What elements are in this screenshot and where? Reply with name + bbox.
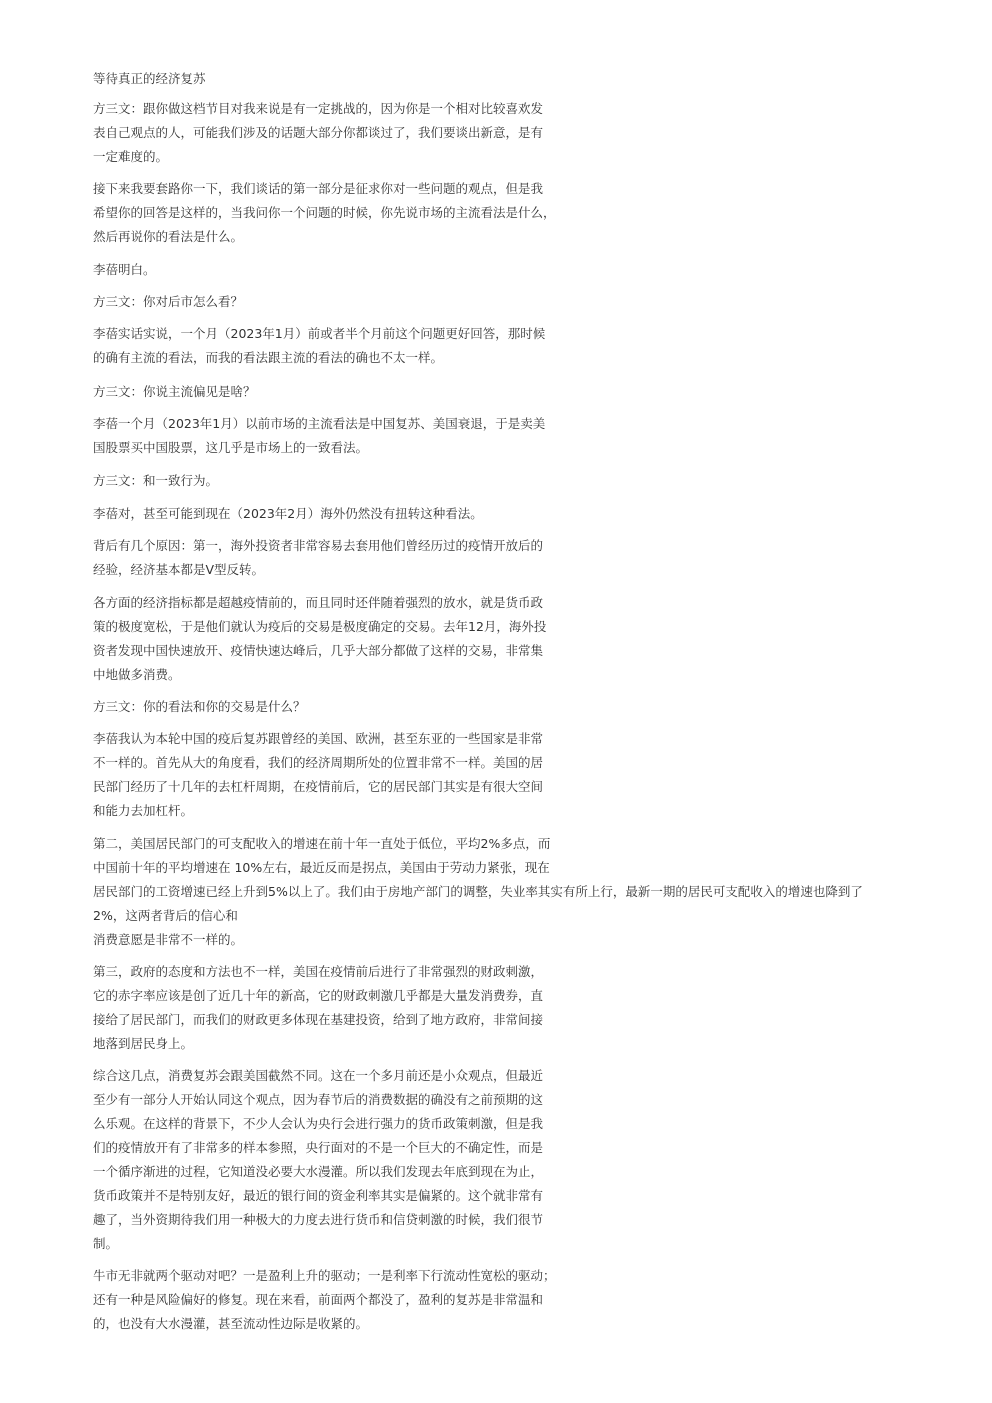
paragraph-line: 方三文：和一致行为。 — [93, 473, 219, 488]
paragraph-line: 经验，经济基本都是V型反转。 — [93, 562, 265, 577]
paragraph-line: 一个循序渐进的过程，它知道没必要大水漫灌。所以我们发现去年底到现在为止， — [93, 1164, 544, 1179]
paragraph-line: 李蓓明白。 — [93, 262, 156, 277]
paragraph-line: 第三，政府的态度和方法也不一样，美国在疫情前后进行了非常强烈的财政刺激， — [93, 964, 544, 979]
paragraph-line: 么乐观。在这样的背景下，不少人会认为央行会进行强力的货币政策刺激，但是我 — [93, 1116, 544, 1131]
paragraph-line: 还有一种是风险偏好的修复。现在来看，前面两个都没了，盈利的复苏是非常温和 — [93, 1292, 544, 1307]
paragraph-line: 民部门经历了十几年的去杠杆周期，在疫情前后，它的居民部门其实是有很大空间 — [93, 779, 544, 794]
paragraph-line: 2%，这两者背后的信心和 — [93, 908, 238, 923]
paragraph-line: 趣了，当外资期待我们用一种极大的力度去进行货币和信贷刺激的时候，我们很节 — [93, 1212, 544, 1227]
paragraph-line: 背后有几个原因：第一，海外投资者非常容易去套用他们曾经历过的疫情开放后的 — [93, 538, 544, 553]
paragraph — [93, 469, 585, 493]
paragraph-line: 接下来我要套路你一下，我们谈话的第一部分是征求你对一些问题的观点，但是我 — [93, 181, 544, 196]
paragraph — [93, 412, 585, 460]
paragraph-line: 方三文：你说主流偏见是啥？ — [93, 384, 256, 399]
paragraph — [93, 258, 585, 282]
paragraph-line: 中国前十年的平均增速在 10%左右，最近反而是拐点，美国由于劳动力紧张，现在 — [93, 860, 550, 875]
paragraph-line: 表自己观点的人，可能我们涉及的话题大部分你都谈过了，我们要谈出新意，是有 — [93, 125, 544, 140]
paragraph — [93, 727, 585, 823]
paragraph — [93, 832, 863, 952]
paragraph-line: 和能力去加杠杆。 — [93, 803, 194, 818]
paragraph — [93, 1264, 585, 1336]
paragraph-line: 消费意愿是非常不一样的。 — [93, 932, 244, 947]
paragraph-line: 它的赤字率应该是创了近几十年的新高，它的财政刺激几乎都是大量发消费券，直 — [93, 988, 544, 1003]
paragraph — [93, 695, 585, 719]
paragraph-line: 李蓓我认为本轮中国的疫后复苏跟曾经的美国、欧洲，甚至东亚的一些国家是非常 — [93, 731, 544, 746]
paragraph — [93, 1064, 585, 1256]
paragraph-line: 不一样的。首先从大的角度看，我们的经济周期所处的位置非常不一样。美国的居 — [93, 755, 544, 770]
paragraph-line: 牛市无非就两个驱动对吧？一是盈利上升的驱动；一是利率下行流动性宽松的驱动； — [93, 1268, 556, 1283]
paragraph-line: 货币政策并不是特别友好，最近的银行间的资金利率其实是偏紧的。这个就非常有 — [93, 1188, 544, 1203]
paragraph-line: 李蓓实话实说，一个月（2023年1月）前或者半个月前这个问题更好回答，那时候 — [93, 326, 546, 341]
paragraph — [93, 380, 585, 404]
paragraph-line: 第二，美国居民部门的可支配收入的增速在前十年一直处于低位，平均2%多点，而 — [93, 836, 551, 851]
paragraph-line: 综合这几点，消费复苏会跟美国截然不同。这在一个多月前还是小众观点，但最近 — [93, 1068, 544, 1083]
paragraph — [93, 960, 585, 1056]
paragraph-line: 李蓓对，甚至可能到现在（2023年2月）海外仍然没有扭转这种看法。 — [93, 506, 483, 521]
paragraph-line: 的，也没有大水漫灌，甚至流动性边际是收紧的。 — [93, 1316, 369, 1331]
paragraph-line: 中地做多消费。 — [93, 667, 181, 682]
paragraph — [93, 97, 585, 169]
paragraph-line: 策的极度宽松，于是他们就认为疫后的交易是极度确定的交易。去年12月，海外投 — [93, 619, 547, 634]
paragraph-line: 李蓓一个月（2023年1月）以前市场的主流看法是中国复苏、美国衰退，于是卖美 — [93, 416, 546, 431]
paragraph — [93, 502, 585, 526]
paragraph-line: 方三文：跟你做这档节目对我来说是有一定挑战的，因为你是一个相对比较喜欢发 — [93, 101, 544, 116]
paragraph-line: 国股票买中国股票，这几乎是市场上的一致看法。 — [93, 440, 369, 455]
paragraph-line: 资者发现中国快速放开、疫情快速达峰后，几乎大部分都做了这样的交易，非常集 — [93, 643, 544, 658]
paragraph — [93, 177, 585, 249]
paragraph-line: 然后再说你的看法是什么。 — [93, 229, 244, 244]
paragraph — [93, 290, 585, 314]
paragraph-line: 的确有主流的看法，而我的看法跟主流的看法的确也不太一样。 — [93, 350, 444, 365]
paragraph-line: 至少有一部分人开始认同这个观点，因为春节后的消费数据的确没有之前预期的这 — [93, 1092, 544, 1107]
paragraph-line: 居民部门的工资增速已经上升到5%以上了。我们由于房地产部门的调整，失业率其实有所上行，最新一期的居民可支配收入的增速也降到了 — [93, 884, 863, 899]
paragraph-line: 各方面的经济指标都是超越疫情前的，而且同时还伴随着强烈的放水，就是货币政 — [93, 595, 544, 610]
document-title: 等待真正的经济复苏 — [93, 71, 206, 86]
paragraph — [93, 322, 585, 370]
paragraph — [93, 534, 585, 582]
paragraph-line: 方三文：你对后市怎么看？ — [93, 294, 244, 309]
paragraph — [93, 591, 585, 687]
paragraph-line: 希望你的回答是这样的，当我问你一个问题的时候，你先说市场的主流看法是什么， — [93, 205, 556, 220]
paragraph-line: 们的疫情放开有了非常多的样本参照，央行面对的不是一个巨大的不确定性，而是 — [93, 1140, 544, 1155]
paragraph-line: 一定难度的。 — [93, 149, 169, 164]
paragraph-line: 方三文：你的看法和你的交易是什么？ — [93, 699, 306, 714]
paragraph-line: 地落到居民身上。 — [93, 1036, 194, 1051]
paragraph-line: 制。 — [93, 1236, 119, 1251]
paragraph-line: 接给了居民部门，而我们的财政更多体现在基建投资，给到了地方政府，非常间接 — [93, 1012, 544, 1027]
